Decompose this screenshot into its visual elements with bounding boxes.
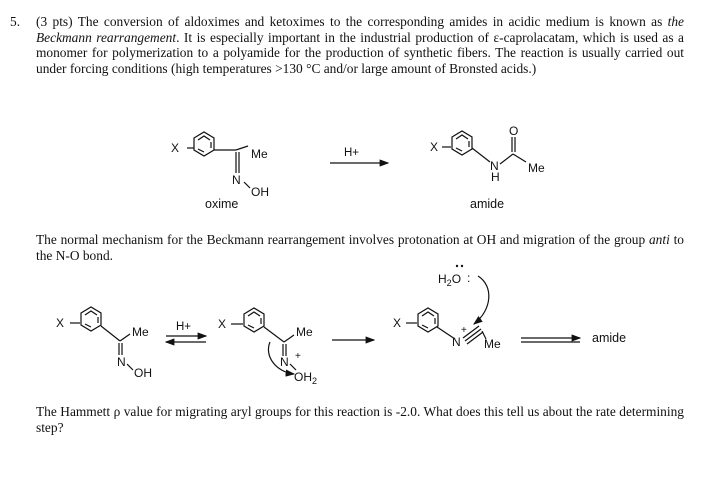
mechanism-text-2: to the N-O bond. (36, 232, 685, 263)
x-substituent: X (430, 140, 439, 154)
points: (3 pts) (36, 14, 73, 29)
positive-charge: + (295, 351, 301, 362)
x-substituent: X (218, 317, 227, 331)
nitrogen-label: N (490, 159, 499, 173)
x-substituent: X (171, 141, 180, 155)
methyl-label: Me (251, 147, 268, 161)
anti-text: anti (648, 232, 670, 247)
x-substituent: X (56, 316, 65, 330)
oxime-label: oxime (205, 197, 239, 211)
reagent-h-plus: H+ (344, 147, 360, 159)
methyl-label: Me (296, 325, 313, 339)
question-number: 5. (10, 14, 21, 29)
amide-label: amide (470, 197, 505, 211)
x-substituent: X (393, 316, 402, 330)
intro-text-1: The conversion of aldoximes and ketoximes to the corresponding amides in acidic medium is known as (72, 14, 668, 29)
mechanism-paragraph (36, 232, 684, 263)
hydroxyl-label: OH (251, 185, 269, 199)
positive-charge: + (461, 325, 467, 336)
nitrilium-ion (393, 265, 501, 351)
lone-pair: : (467, 271, 471, 285)
amide-h-label: H (491, 170, 500, 184)
amide-product-label: amide (592, 331, 627, 345)
oxime-mechanism-1 (56, 307, 152, 380)
amide-structure (430, 124, 545, 211)
nitrogen-label: N (117, 355, 126, 369)
hammett-question: The Hammett ρ value for migrating aryl groups for this reaction is -2.0. What does this tell us about the rate determining step? (36, 404, 684, 435)
mechanism-text-1: The normal mechanism for the Beckmann rearrangement involves protonation at OH and migration of the group (36, 232, 649, 247)
methyl-label: Me (132, 325, 149, 339)
nitrogen-label: N (452, 335, 461, 349)
reaction-name: the Beckmann rearrangement (36, 14, 684, 45)
water-attack-arrow (474, 276, 489, 324)
oxonium-label: $OH_2$ (294, 370, 318, 386)
protonated-oxime (218, 308, 317, 386)
nitrogen-label: N (280, 355, 289, 369)
methyl-label: Me (484, 337, 501, 351)
oxime-structure (171, 132, 269, 211)
water-label: $H_2O$ (438, 272, 462, 288)
hydroxyl-label: OH (134, 366, 152, 380)
intro-text-2: . It is especially important in the industrial production of ε-caprolacatam, which is used as a monomer for polymerization to a polyamide for the production of synthetic fibers. The reaction is usually carried out under forcing conditions (high temperatures >130 °C and/or large amount of Bronsted acids.) (36, 29, 684, 76)
reagent-h-plus: H+ (176, 321, 192, 333)
nitrogen-label: N (232, 173, 241, 187)
carbonyl-oxygen: O (509, 124, 519, 138)
methyl-label: Me (528, 161, 545, 175)
